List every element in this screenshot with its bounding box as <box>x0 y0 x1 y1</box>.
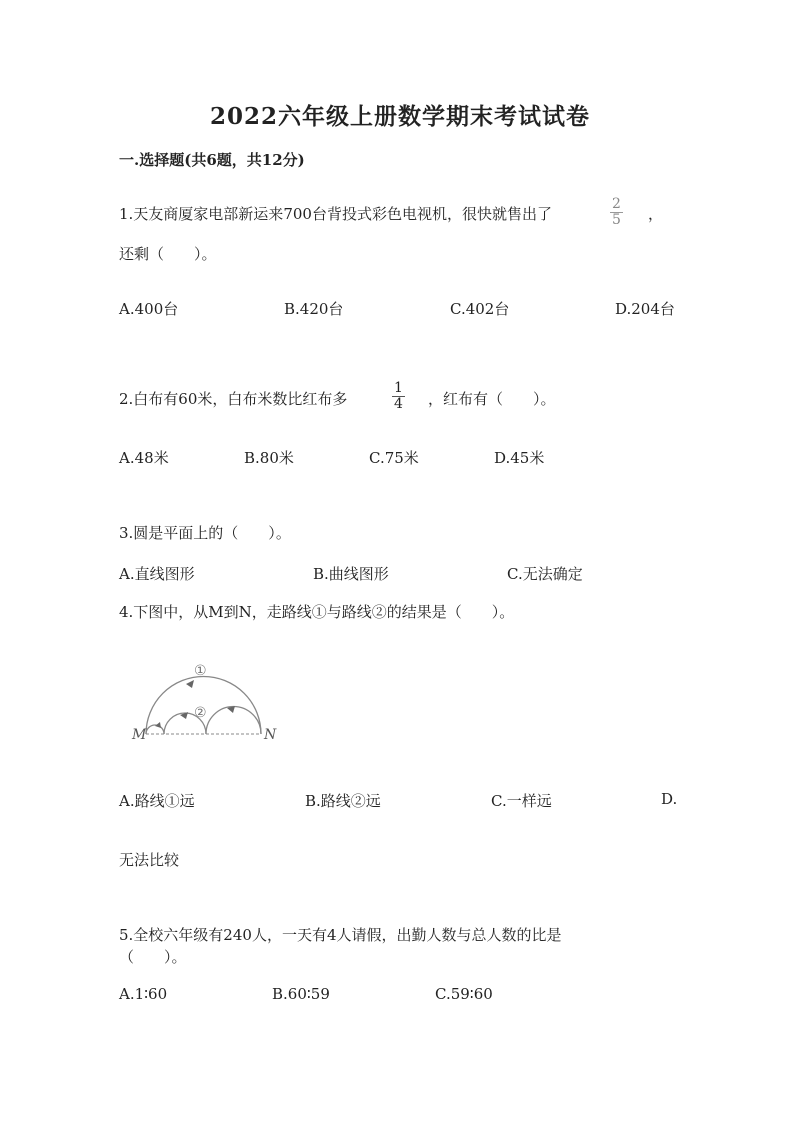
question-2-text-after: ，红布有（ ）。 <box>428 390 556 408</box>
question-1-fraction <box>610 197 623 228</box>
route-2-arc-small <box>146 725 164 734</box>
question-3-option-a[interactable]: A.直线图形 <box>119 565 195 583</box>
question-4-option-d-text[interactable]: 无法比较 <box>119 851 180 869</box>
point-n-label: N <box>264 727 277 743</box>
question-2-option-d[interactable]: D.45米 <box>494 449 545 467</box>
question-1-text-line2: 还剩（ ）。 <box>119 245 217 263</box>
fraction-numerator: 1 <box>394 380 403 396</box>
route-diagram <box>126 655 286 745</box>
question-5-text: 5.全校六年级有240人，一天有4人请假，出勤人数与总人数的比是 <box>119 926 562 944</box>
route-1-arrow-icon <box>186 680 194 688</box>
fraction-denominator: 5 <box>612 212 621 228</box>
question-5-option-b[interactable]: B.60∶59 <box>272 985 330 1003</box>
question-4-option-b[interactable]: B.路线②远 <box>305 792 381 810</box>
question-4-text: 4.下图中，从M到N，走路线①与路线②的结果是（ ）。 <box>119 603 515 621</box>
question-1-text-after: ， <box>648 205 664 223</box>
question-3-option-b[interactable]: B.曲线图形 <box>313 565 389 583</box>
question-4-option-d[interactable]: D. <box>661 790 678 808</box>
route-2-label: ② <box>194 705 207 721</box>
question-1-text-before: 1.天友商厦家电部新运来700台背投式彩色电视机，很快就售出了 <box>119 205 552 223</box>
section-heading: 一.选择题(共6题，共12分) <box>119 151 305 169</box>
question-5-text-line2: （ ）。 <box>119 948 187 966</box>
question-2-option-a[interactable]: A.48米 <box>119 449 169 467</box>
question-1-option-d[interactable]: D.204台 <box>615 300 675 318</box>
question-4-option-c[interactable]: C.一样远 <box>491 792 552 810</box>
point-m-label: M <box>132 727 147 743</box>
question-2-option-b[interactable]: B.80米 <box>244 449 294 467</box>
question-1-option-a[interactable]: A.400台 <box>119 300 179 318</box>
question-1-option-c[interactable]: C.402台 <box>450 300 510 318</box>
fraction-denominator: 4 <box>394 396 403 412</box>
question-1-text <box>119 203 552 224</box>
question-3-text: 3.圆是平面上的（ ）。 <box>119 524 291 542</box>
question-5-option-a[interactable]: A.1∶60 <box>119 985 168 1003</box>
fraction-numerator: 2 <box>612 196 621 212</box>
question-2-text-before: 2.白布有60米，白布米数比红布多 <box>119 390 348 408</box>
question-2-option-c[interactable]: C.75米 <box>369 449 419 467</box>
route-1-label: ① <box>194 663 207 679</box>
question-5-option-c[interactable]: C.59∶60 <box>435 985 493 1003</box>
question-2-fraction <box>392 381 405 412</box>
page-title: 2022六年级上册数学期末考试试卷 <box>209 103 590 130</box>
question-4-option-a[interactable]: A.路线①远 <box>119 792 195 810</box>
question-1-option-b[interactable]: B.420台 <box>284 300 344 318</box>
question-3-option-c[interactable]: C.无法确定 <box>507 565 583 583</box>
